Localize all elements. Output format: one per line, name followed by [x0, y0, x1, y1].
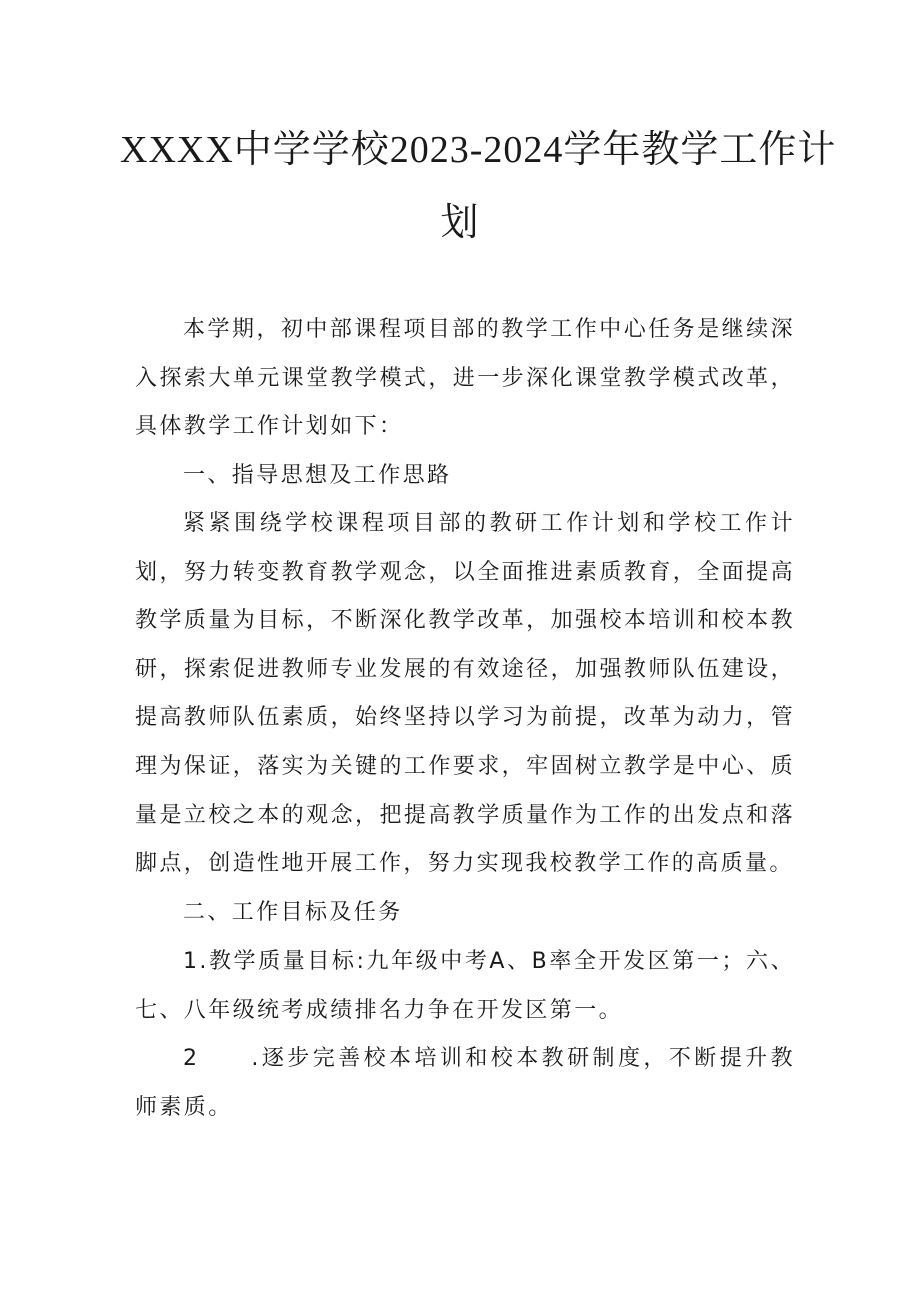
section-1-heading: 一、指导思想及工作思路 [183, 463, 452, 488]
intro-paragraph: 本学期，初中部课程项目部的教学工作中心任务是继续深入探索大单元课堂教学模式，进一步深化课堂教学模式改革，具体教学工作计划如下： [135, 317, 795, 440]
section-1-heading-block [135, 452, 795, 501]
item-2-text: .逐步完善校本培训和校本教研制度，不断提升教师素质。 [135, 1046, 795, 1120]
section-2-heading: 二、工作目标及任务 [183, 900, 403, 925]
item-2-block [135, 1035, 795, 1132]
intro-paragraph-block [135, 306, 795, 452]
section-1-body: 紧紧围绕学校课程项目部的教研工作计划和学校工作计划，努力转变教育教学观念，以全面推进素质教育，全面提高教学质量为目标，不断深化教学改革，加强校本培训和校本教研，探索促进教师专业发展的有效途径，加强教师队伍建设，提高教师队伍素质，始终坚持以学习为前提，改革为动力，管理为保证，落实为关键的工作要求，牢固树立教学是中心、质量是立校之本的观念，把提高教学质量作为工作的出发点和落脚点，创造性地开展工作，努力实现我校教学工作的高质量。 [135, 511, 795, 877]
section-1-body-block [135, 500, 795, 889]
document-title-line-1: XXXX中学学校2023-2024学年教学工作计 [120, 129, 837, 171]
section-2-heading-block [135, 889, 795, 938]
document-title-line-2: 划 [440, 202, 480, 244]
item-1-paragraph: 1.教学质量目标:九年级中考A、B率全开发区第一；六、七、八年级统考成绩排名力争在开发区第一。 [135, 949, 795, 1023]
item-1-block [135, 938, 795, 1035]
item-2-number: 2 [183, 1046, 200, 1071]
item-2-paragraph [135, 1035, 795, 1132]
